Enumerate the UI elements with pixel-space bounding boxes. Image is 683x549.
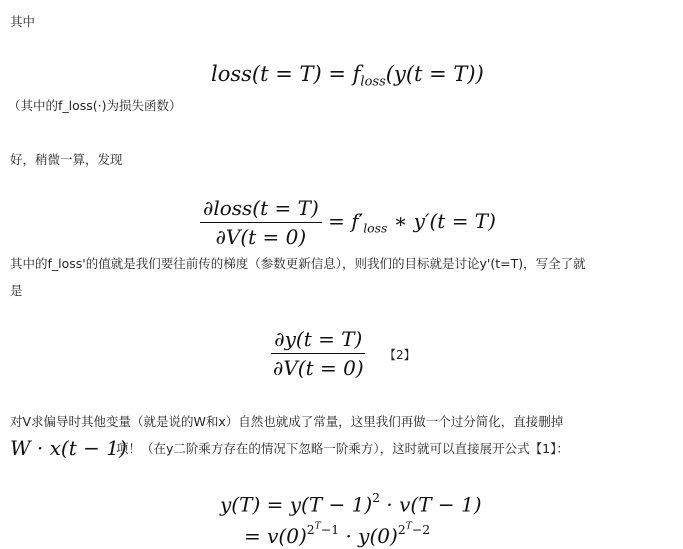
eq2-rest: ∗ y′(t = T) [387,209,496,233]
simplification-text-line1: 对V求偏导时其他变量（就是说的W和x）自然也就成了常量，这里我们再做一个过分简化，直接删掉 [10,414,564,429]
eq2-denominator: ∂V(t = 0) [215,225,307,249]
equation-expansion-line2: = $v(0)^{2^T-1} \cdot y(0)^{2^T-2}$ [244,520,431,548]
equation-tag-2: 【2】 [384,348,416,362]
intro-text: 其中 [10,14,36,29]
eq4-exp-2: 2 [372,490,381,505]
gradient-explanation-line2: 是 [10,283,23,298]
eq2-f-prime: ′ [358,209,364,233]
equation-loss-definition [211,62,484,90]
calculation-intro: 好，稍微一算，发现 [10,152,123,167]
eq4-exp1: 2T−1 [306,520,340,537]
eq3-denominator: ∂V(t = 0) [273,356,364,380]
loss-function-note: （其中的f_loss(·)为损失函数） [8,98,182,113]
eq2-numerator: ∂loss(t = T) [200,196,322,223]
eq1-lhs: loss(t = T) = [211,62,353,86]
equation-expansion-line1: $y(T) = y(T - 1)^2 \cdot v(T - 1)$ [220,490,482,517]
eq2-fraction [200,196,322,249]
simplification-text-line2: 项！（在y二阶乘方存在的情况下忽略一阶乘方），这时就可以直接展开公式【1】： [116,441,569,456]
eq1-f: f [352,62,361,86]
equation-target-derivative [270,327,367,380]
inline-math-w-x: W · x(t − 1) [10,436,127,460]
eq2-f: f [351,209,359,233]
eq1-f-subscript: loss [360,74,386,90]
equation-gradient [200,196,496,249]
eq2-equals: = [321,209,352,233]
eq3-fraction [270,327,367,380]
gradient-explanation-line1: 其中的f_loss'的值就是我们要往前传的梯度（参数更新信息），则我们的目标就是讨论y'(t=T)，写全了就 [10,256,586,271]
eq2-f-subscript: loss [363,220,388,236]
eq4-exp2: 2T−2 [397,520,431,537]
eq1-rhs: (y(t = T)) [385,62,484,86]
eq3-numerator: ∂y(t = T) [271,327,365,354]
